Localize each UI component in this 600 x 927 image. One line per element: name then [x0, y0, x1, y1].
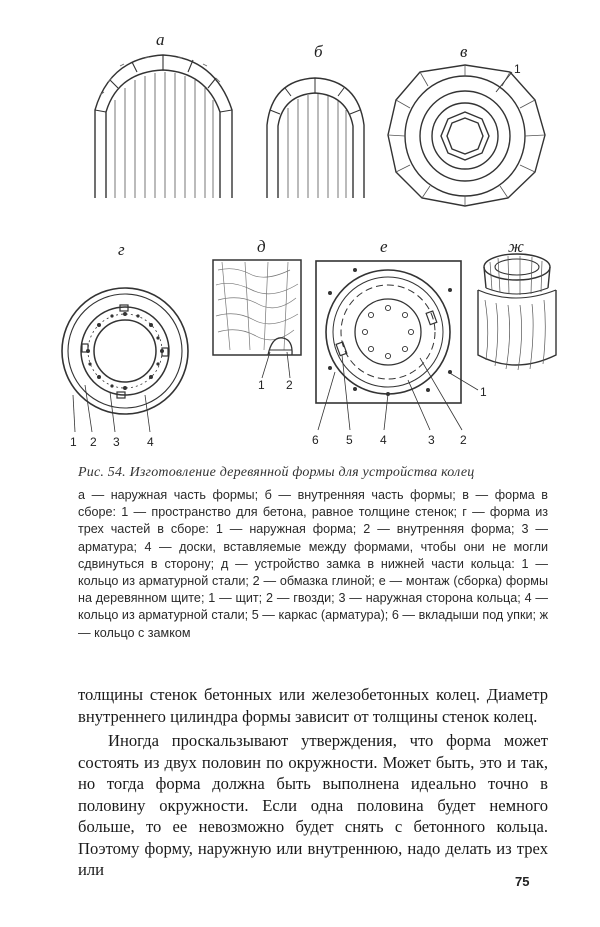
legend-text: а — наружная часть формы; б — внутренняя часть формы; в — форма в сборе: 1 — пространство для бетона, равное толщине стенок; г — форма из трех частей в сборе: 1 — наружная форма; 2 — внутренняя форма; 3 — арматура; 4 — доски, вставляемые между формами, чтобы они не могли сдвинуться в сторону; д — устройство замка в нижней части кольца: 1 — кольцо из арматурной стали; 2 — обмазка глиной; е — монтаж (сборка) формы на деревянном щите; 1 — щит; 2 — гвозди; 3 — наружная сторона кольца; 4 — кольцо из арматурной стали; 5 — каркас (арматура); 6 — вкладыши под упки; ж — кольцо с замком	[78, 488, 548, 640]
figure-caption: Рис. 54. Изготовление деревянной формы для устройства колец	[78, 465, 475, 480]
panel-letter-v: в	[460, 42, 468, 61]
callout-g-1: 1	[70, 435, 77, 449]
figure-legend	[78, 487, 548, 642]
panel-letter-d: д	[257, 237, 266, 256]
callout-e-6: 6	[312, 433, 319, 447]
page-number: 75	[515, 874, 530, 889]
callout-g-2: 2	[90, 435, 97, 449]
callout-e-3: 3	[428, 433, 435, 447]
callout-g-4: 4	[147, 435, 154, 449]
callout-d-1: 1	[258, 378, 265, 392]
panel-letter-e: е	[380, 237, 388, 256]
panel-letter-zh: ж	[508, 237, 524, 256]
panel-letter-a: а	[156, 30, 165, 49]
callout-v-1: 1	[514, 62, 521, 76]
paragraph-2: Иногда проскальзывают утверждения, что форма может состоять из двух половин по окружности. Может быть, это и так, но тогда форма должна быть выполнена идеально точно в половину окружности. Если одна половина будет немного больше, то ее невозможно будет снять с бетонного кольца. Поэтому форму, наружную или внутреннюю, надо делать из трех или	[78, 731, 548, 879]
panel-letter-b: б	[314, 42, 323, 61]
callout-e-5: 5	[346, 433, 353, 447]
panel-letter-g: г	[118, 240, 125, 259]
callout-e-1: 1	[480, 385, 487, 399]
callout-e-2: 2	[460, 433, 467, 447]
body-text	[78, 684, 548, 881]
callout-d-2: 2	[286, 378, 293, 392]
paragraph-1: толщины стенок бетонных или железобетонных колец. Диаметр внутреннего цилиндра формы зависит от толщины стенок колец.	[78, 685, 548, 726]
callout-g-3: 3	[113, 435, 120, 449]
callout-e-4: 4	[380, 433, 387, 447]
